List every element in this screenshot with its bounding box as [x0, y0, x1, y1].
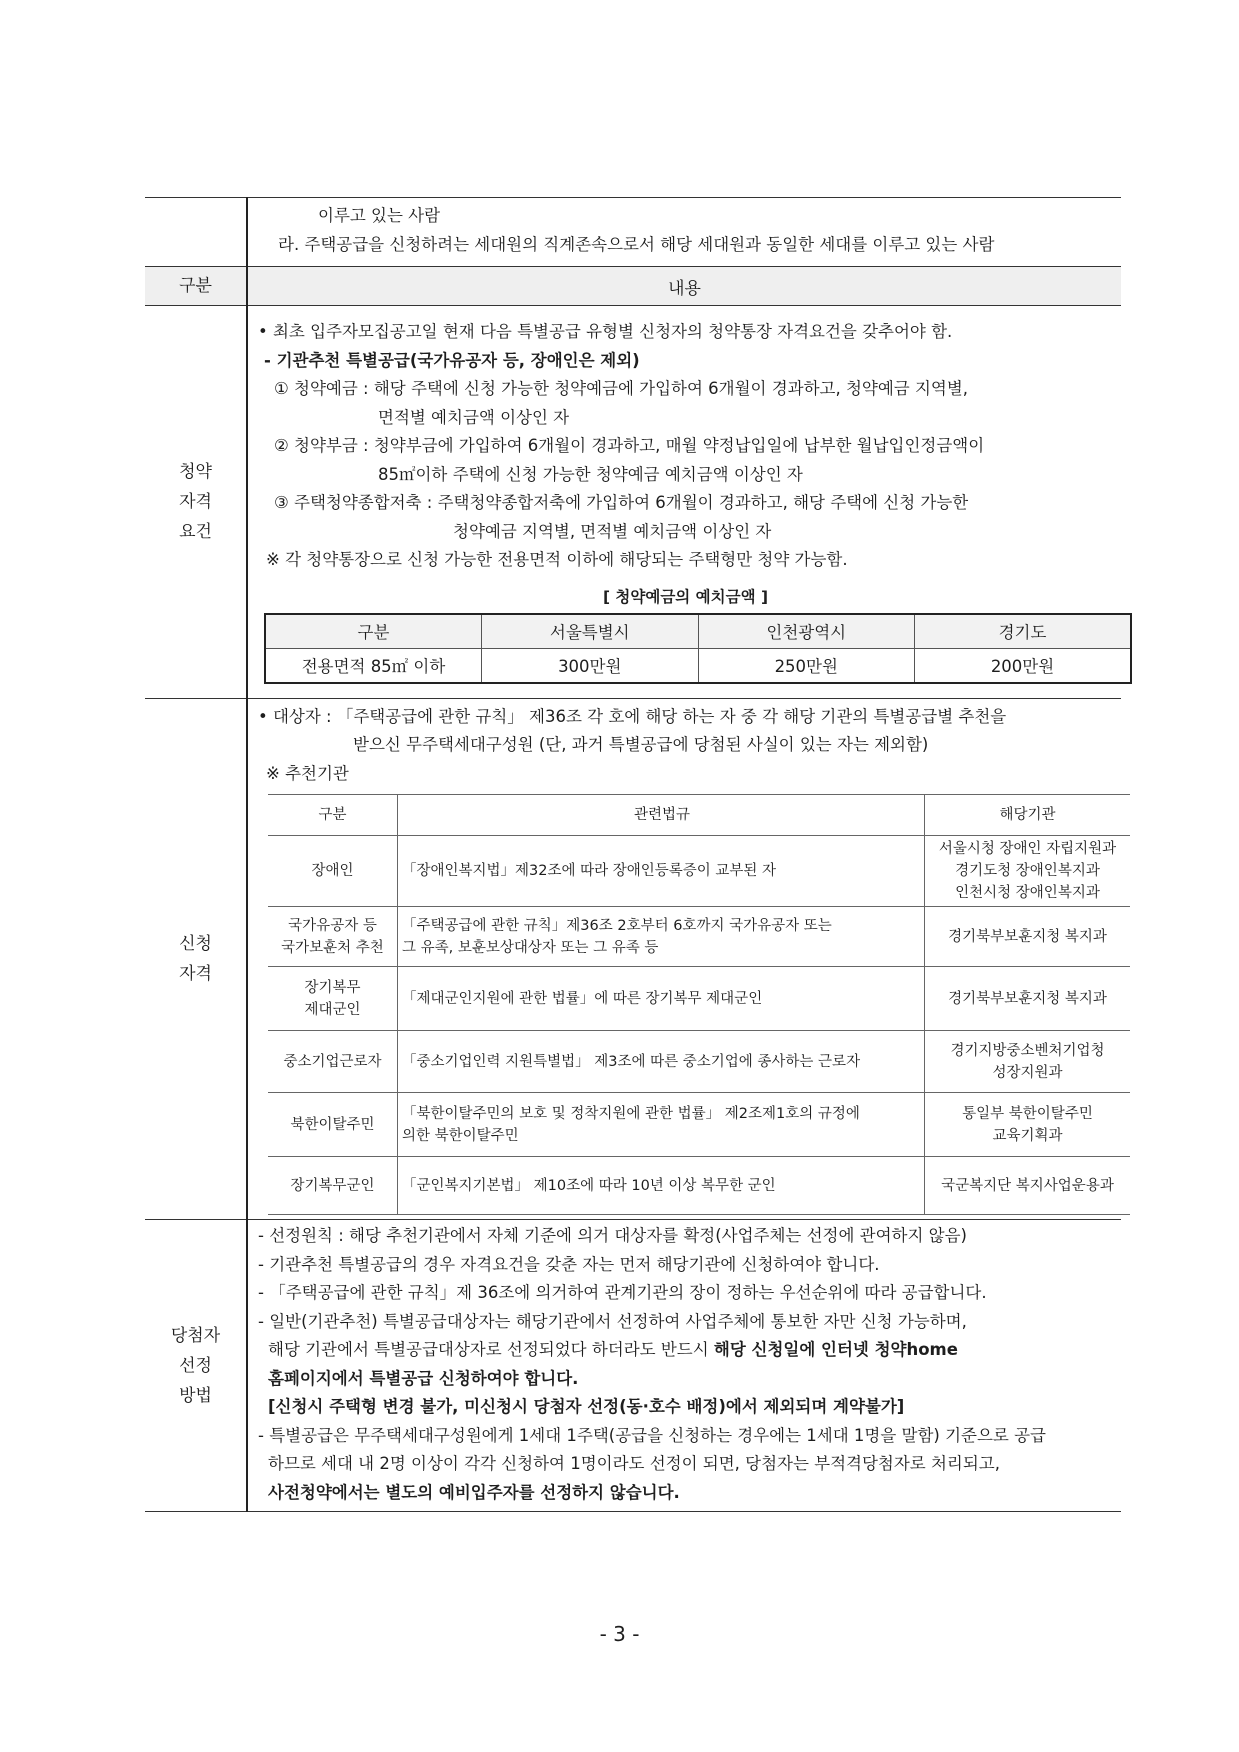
agency-type-cell — [268, 836, 398, 907]
deposit-cell: 전용면적 85㎡ 이하 — [265, 648, 482, 683]
agency-org-cell-line: 인천시청 장애인복지과 — [955, 885, 1100, 901]
agency-org-cell-line: 경기도청 장애인복지과 — [955, 863, 1100, 879]
eligibility-line: ※ 각 청약통장으로 신청 가능한 전용면적 이하에 해당되는 주택형만 청약 가능함. — [266, 550, 848, 569]
selection-line: - 일반(기관추천) 특별공급대상자는 해당기관에서 선정하여 사업주체에 통보한 자만 신청 가능하며, — [258, 1311, 967, 1331]
agency-type-cell-line: 제대군인 — [304, 1001, 361, 1018]
qualification-line: ※ 추천기관 — [266, 763, 349, 783]
agency-law-cell-line: 「주택공급에 관한 규칙」제36조 2호부터 6호까지 국가유공자 또는 — [402, 917, 832, 934]
agency-org-cell-line: 경기지방중소벤처기업청 — [950, 1042, 1105, 1059]
agency-law-cell — [398, 907, 925, 967]
agency-header-cell: 관련법규 — [398, 795, 925, 836]
qualification-content — [247, 698, 1121, 1220]
header-category: 구분 — [145, 267, 247, 306]
qualification-line: • 대상자 : 「주택공급에 관한 규칙」 제36조 각 호에 해당 하는 자 중 각 해당 기관의 특별공급별 추천을 — [258, 706, 1007, 726]
agency-law-cell-line: 「북한이탈주민의 보호 및 정착지원에 관한 법률」 제2조제1호의 규정에 — [402, 1105, 860, 1122]
selection-content — [247, 1220, 1121, 1512]
agency-law-cell-line: 의한 북한이탈주민 — [402, 1127, 519, 1144]
eligibility-line: 면적별 예치금액 이상인 자 — [378, 407, 570, 427]
recommending-agency-table — [268, 794, 1130, 1215]
continuation-line-2: 라. 주택공급을 신청하려는 세대원의 직계존속으로서 해당 세대원과 동일한 세대를 이루고 있는 사람 — [278, 234, 995, 254]
selection-line: - 선정원칙 : 해당 추천기관에서 자체 기준에 의거 대상자를 확정(사업주체는 선정에 관여하지 않음) — [258, 1226, 967, 1245]
agency-law-cell — [398, 1093, 925, 1157]
agency-org-cell-line: 성장지원과 — [992, 1064, 1063, 1081]
selection-line-bold: 해당 신청일에 인터넷 청약home — [713, 1340, 958, 1359]
agency-org-cell — [925, 907, 1131, 967]
deposit-header-cell: 경기도 — [915, 614, 1132, 649]
eligibility-line: - 기관추천 특별공급(국가유공자 등, 장애인은 제외) — [264, 350, 640, 370]
selection-label — [145, 1220, 247, 1512]
agency-org-cell-line: 경기북부보훈지청 복지과 — [948, 928, 1107, 945]
agency-type-cell-line: 국가유공자 등 — [288, 917, 377, 934]
agency-org-cell-line: 서울시청 장애인 자립지원과 — [938, 841, 1117, 857]
agency-type-cell-line: 북한이탈주민 — [290, 1116, 375, 1133]
continuation-cell — [247, 198, 1121, 267]
eligibility-line: • 최초 입주자모집공고일 현재 다음 특별공급 유형별 신청자의 청약통장 자격요건을 갖추어야 함. — [258, 322, 953, 341]
qualification-label — [145, 698, 247, 1220]
agency-type-cell-line: 국가보훈처 추천 — [281, 939, 384, 956]
selection-row — [145, 1220, 1121, 1512]
deposit-cell: 300만원 — [482, 648, 699, 683]
header-content: 내용 — [247, 267, 1121, 306]
agency-type-cell-line: 장기복무 — [304, 979, 361, 996]
agency-org-cell — [925, 1093, 1131, 1157]
eligibility-content — [247, 306, 1121, 699]
agency-row — [268, 1093, 1130, 1157]
agency-law-cell — [398, 1031, 925, 1093]
agency-type-cell — [268, 967, 398, 1031]
deposit-amount-table — [264, 613, 1132, 684]
agency-row — [268, 1031, 1130, 1093]
agency-org-cell — [925, 1031, 1131, 1093]
agency-rows — [268, 836, 1130, 1215]
deposit-header-cell: 구분 — [265, 614, 482, 649]
eligibility-line: 85㎡이하 주택에 신청 가능한 청약예금 예치금액 이상인 자 — [378, 464, 803, 484]
selection-line: - 기관추천 특별공급의 경우 자격요건을 갖춘 자는 먼저 해당기관에 신청하여야 합니다. — [258, 1254, 880, 1274]
selection-line: - 「주택공급에 관한 규칙」제 36조에 의거하여 관계기관의 장이 정하는 우선순위에 따라 공급합니다. — [258, 1283, 987, 1302]
agency-law-cell — [398, 836, 925, 907]
selection-line — [258, 1336, 1113, 1365]
selection-label-3: 방법 — [179, 1385, 212, 1406]
eligibility-row — [145, 306, 1121, 699]
eligibility-label-1: 청약 — [179, 461, 212, 482]
deposit-cell: 250만원 — [698, 648, 915, 683]
eligibility-line: ③ 주택청약종합저축 : 주택청약종합저축에 가입하여 6개월이 경과하고, 해당 주택에 신청 가능한 — [274, 493, 969, 512]
qualification-line: 받으신 무주택세대구성원 (단, 과거 특별공급에 당첨된 사실이 있는 자는 제외함) — [353, 735, 929, 754]
eligibility-line: 청약예금 지역별, 면적별 예치금액 이상인 자 — [453, 521, 772, 541]
qualification-label-2: 자격 — [179, 963, 212, 984]
eligibility-line: ② 청약부금 : 청약부금에 가입하여 6개월이 경과하고, 매월 약정납입일에 납부한 월납입인정금액이 — [274, 436, 985, 455]
selection-line: 사전청약에서는 별도의 예비입주자를 선정하지 않습니다. — [268, 1482, 680, 1502]
table-header-row — [145, 267, 1121, 306]
selection-line-part: 해당 기관에서 특별공급대상자로 선정되었다 하더라도 반드시 — [268, 1340, 714, 1359]
agency-law-cell-line: 「제대군인지원에 관한 법률」에 따른 장기복무 제대군인 — [402, 990, 763, 1007]
eligibility-label-2: 자격 — [179, 491, 212, 512]
agency-org-cell-line: 경기북부보훈지청 복지과 — [948, 990, 1107, 1007]
selection-line: - 특별공급은 무주택세대구성원에게 1세대 1주택(공급을 신청하는 경우에는 1세대 1명을 말함) 기준으로 공급 — [258, 1425, 1046, 1445]
deposit-header-cell: 인천광역시 — [698, 614, 915, 649]
agency-header-cell: 구분 — [268, 795, 398, 836]
continuation-label-cell — [145, 198, 247, 267]
agency-type-cell-line: 장기복무군인 — [290, 1177, 375, 1194]
agency-row — [268, 907, 1130, 967]
agency-type-cell — [268, 907, 398, 967]
agency-law-cell — [398, 1157, 925, 1215]
continuation-line-1: 이루고 있는 사람 — [318, 206, 441, 225]
agency-law-cell-line: 「장애인복지법」제32조에 따라 장애인등록증이 교부된 자 — [402, 863, 777, 879]
agency-law-cell-line: 그 유족, 보훈보상대상자 또는 그 유족 등 — [402, 939, 659, 956]
agency-header-row — [268, 795, 1130, 836]
selection-label-1: 당첨자 — [170, 1325, 221, 1346]
agency-type-cell-line: 중소기업근로자 — [283, 1053, 382, 1070]
agency-type-cell — [268, 1157, 398, 1215]
eligibility-label — [145, 306, 247, 699]
agency-law-cell-line: 「군인복지기본법」 제10조에 따라 10년 이상 복무한 군인 — [402, 1177, 776, 1194]
eligibility-label-3: 요건 — [179, 521, 212, 542]
agency-org-cell-line: 교육기획과 — [992, 1127, 1063, 1144]
page-number: - 3 - — [599, 1622, 640, 1646]
qualification-label-1: 신청 — [179, 933, 212, 954]
agency-org-cell-line: 통일부 북한이탈주민 — [962, 1105, 1093, 1122]
deposit-header-cell: 서울특별시 — [482, 614, 699, 649]
agency-type-cell-line: 장애인 — [311, 863, 354, 879]
agency-row — [268, 1157, 1130, 1215]
selection-label-2: 선정 — [179, 1355, 212, 1376]
qualification-row — [145, 698, 1121, 1220]
eligibility-line: ① 청약예금 : 해당 주택에 신청 가능한 청약예금에 가입하여 6개월이 경과하고, 청약예금 지역별, — [274, 379, 969, 398]
agency-law-cell — [398, 967, 925, 1031]
agency-org-cell — [925, 967, 1131, 1031]
continuation-row — [145, 198, 1121, 267]
selection-line: 홈페이지에서 특별공급 신청하여야 합니다. — [268, 1368, 579, 1388]
agency-law-cell-line: 「중소기업인력 지원특별법」 제3조에 따른 중소기업에 종사하는 근로자 — [402, 1053, 861, 1070]
agency-org-cell — [925, 836, 1131, 907]
agency-type-cell — [268, 1093, 398, 1157]
deposit-cell: 200만원 — [915, 648, 1132, 683]
agency-row — [268, 836, 1130, 907]
agency-row — [268, 967, 1130, 1031]
agency-org-cell — [925, 1157, 1131, 1215]
agency-header-cell: 해당기관 — [925, 795, 1131, 836]
selection-line: [신청시 주택형 변경 불가, 미신청시 당첨자 선정(동·호수 배정)에서 제외되며 계약불가] — [268, 1397, 905, 1416]
supply-criteria-table — [145, 197, 1121, 1512]
deposit-table-caption: [ 청약예금의 예치금액 ] — [602, 587, 769, 606]
selection-line: 하므로 세대 내 2명 이상이 각각 신청하여 1명이라도 선정이 되면, 당첨자는 부적격당첨자로 처리되고, — [268, 1454, 1000, 1473]
agency-org-cell-line: 국군복지단 복지사업운용과 — [941, 1177, 1114, 1194]
agency-type-cell — [268, 1031, 398, 1093]
